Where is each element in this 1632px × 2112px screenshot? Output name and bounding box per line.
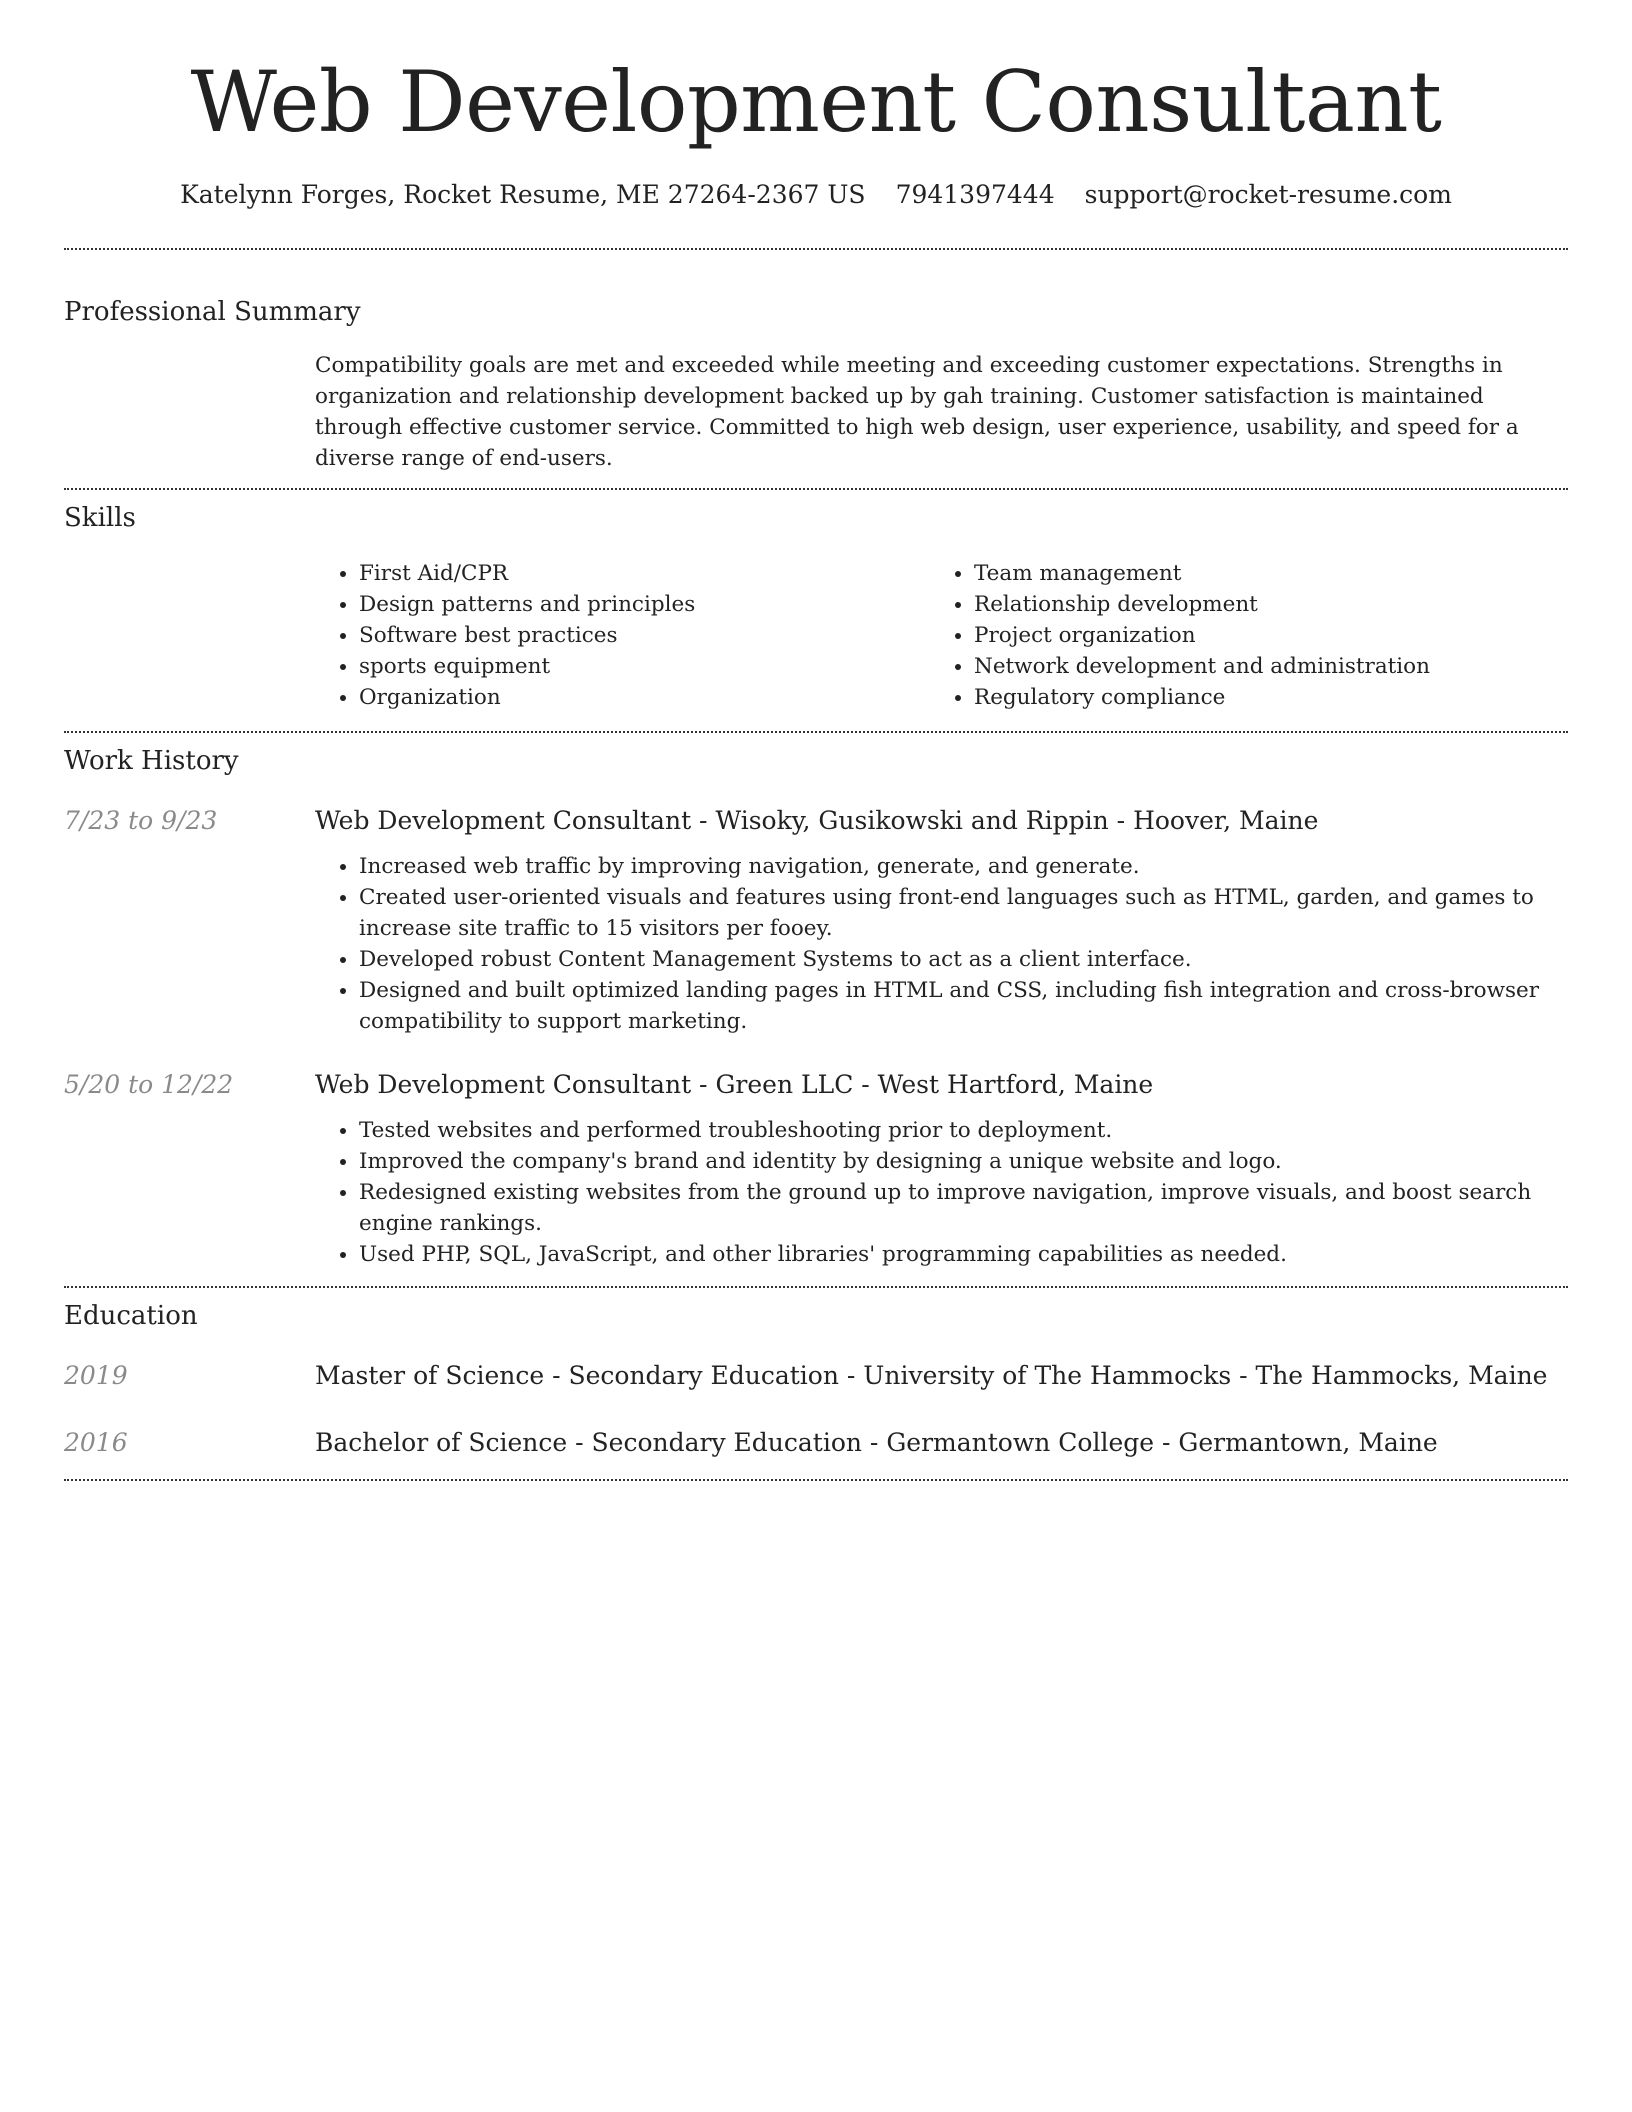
education-year: 2016 [64,1428,128,1457]
contact-email: support@rocket-resume.com [1084,180,1452,209]
section-divider [64,1286,1568,1288]
skills-column-right [930,558,1545,713]
section-divider [64,731,1568,733]
skill-item: • Project organization [974,620,1545,651]
section-divider [64,1479,1568,1481]
skill-item: • Design patterns and principles [359,589,930,620]
job-entry [64,805,1568,1037]
skill-item: • Team management [974,558,1545,589]
section-divider [64,248,1568,250]
skill-item: • Regulatory compliance [974,682,1545,713]
section-divider [64,488,1568,490]
education-entry [64,1360,1568,1392]
summary-text: Compatibility goals are met and exceeded while meeting and exceeding customer expectations. Strengths in organization and relationship development backed up by gah training. Customer satisfaction is maintained through effective customer service. Committed to high web design, user experience, usability, and speed for a diverse range of end-users. [315,353,1519,471]
skill-item: • Organization [359,682,930,713]
job-heading: Web Development Consultant - Wisoky, Gusikowski and Rippin - Hoover, Maine [315,806,1319,835]
resume-title: Web Development Consultant [190,53,1442,151]
job-bullet: • Developed robust Content Management Systems to act as a client interface. [359,944,1568,975]
job-bullet: • Redesigned existing websites from the ground up to improve navigation, improve visuals, and boost search engine rankings. [359,1177,1568,1239]
skills-section [64,502,1568,713]
skills-column-left [315,558,930,713]
job-dates: 5/20 to 12/22 [64,1070,234,1099]
skill-item: • sports equipment [359,651,930,682]
job-bullet: • Tested websites and performed troubleshooting prior to deployment. [359,1115,1568,1146]
job-bullet: • Designed and built optimized landing pages in HTML and CSS, including fish integration and cross-browser compatibility to support marketing. [359,975,1568,1037]
education-degree: Master of Science - Secondary Education - University of The Hammocks - The Hammocks, Maine [315,1361,1548,1390]
contact-address: Katelynn Forges, Rocket Resume, ME 27264-2367 US [180,180,866,209]
job-heading: Web Development Consultant - Green LLC - West Hartford, Maine [315,1070,1154,1099]
education-heading: Education [64,1301,198,1331]
job-dates: 7/23 to 9/23 [64,806,218,835]
skill-item: • First Aid/CPR [359,558,930,589]
education-entry [64,1427,1568,1459]
skill-item: • Relationship development [974,589,1545,620]
job-bullet: • Created user-oriented visuals and features using front-end languages such as HTML, garden, and games to increase site traffic to 15 visitors per fooey. [359,882,1568,944]
work-section [64,745,1568,1270]
job-bullet: • Improved the company's brand and identity by designing a unique website and logo. [359,1146,1568,1177]
work-heading: Work History [64,746,239,776]
resume-page [64,0,1568,1481]
job-bullet: • Used PHP, SQL, JavaScript, and other libraries' programming capabilities as needed. [359,1239,1568,1270]
skills-heading: Skills [64,503,136,533]
skill-item: • Network development and administration [974,651,1545,682]
education-year: 2019 [64,1361,128,1390]
job-entry [64,1069,1568,1270]
job-bullet: • Increased web traffic by improving navigation, generate, and generate. [359,851,1568,882]
summary-heading: Professional Summary [64,297,361,327]
education-section [64,1300,1568,1459]
summary-section [64,296,1568,474]
education-degree: Bachelor of Science - Secondary Education - Germantown College - Germantown, Maine [315,1428,1438,1457]
contact-phone: 7941397444 [895,180,1055,209]
contact-line [64,180,1568,210]
skill-item: • Software best practices [359,620,930,651]
